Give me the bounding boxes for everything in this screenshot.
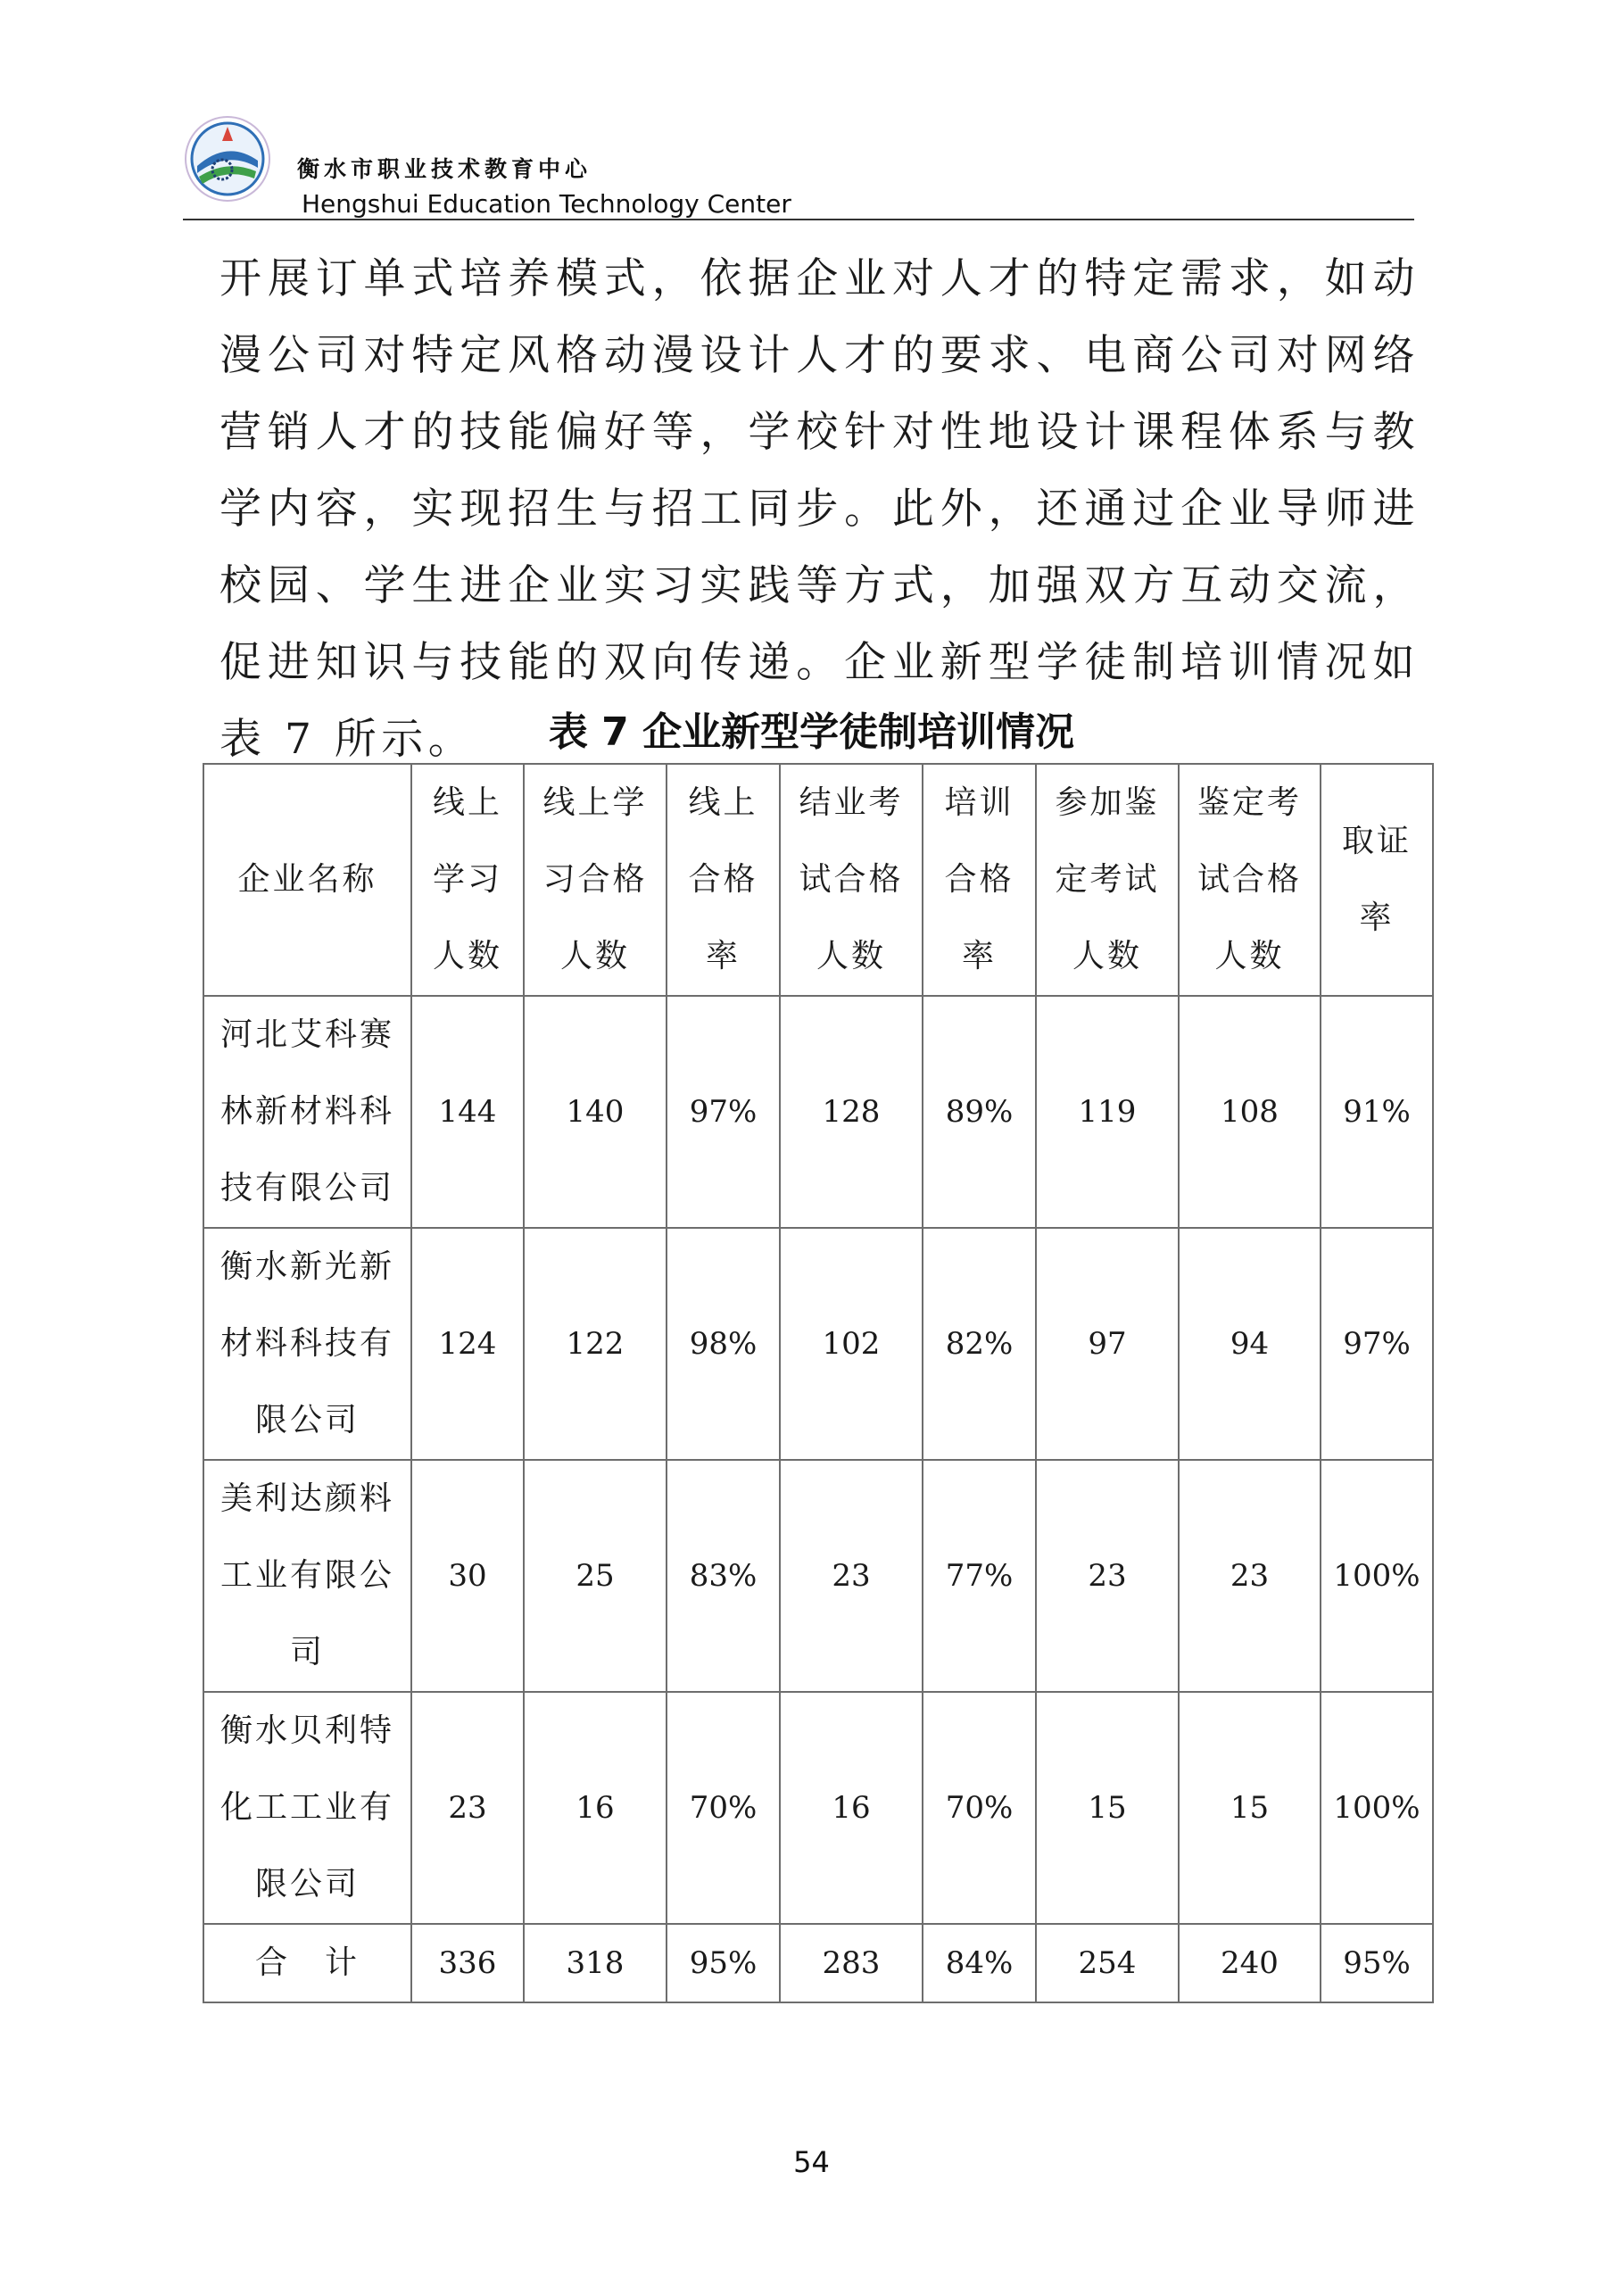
company-name-cell: 衡水新光新材料科技有限公司 <box>203 1228 411 1460</box>
table-cell: 30 <box>411 1460 524 1692</box>
table-row <box>203 1228 1433 1460</box>
table-cell: 23 <box>411 1692 524 1924</box>
org-name-cn: 衡水市职业技术教育中心 <box>297 156 592 182</box>
column-header: 线上合格率 <box>667 764 780 996</box>
org-name-en: Hengshui Education Technology Center <box>302 189 791 219</box>
table-cell: 98% <box>667 1228 780 1460</box>
company-name-cell: 衡水贝利特化工工业有限公司 <box>203 1692 411 1924</box>
table-cell: 95% <box>1321 1924 1433 2002</box>
header-divider <box>183 219 1414 220</box>
table-cell: 318 <box>524 1924 667 2002</box>
table-cell: 15 <box>1179 1692 1321 1924</box>
table-cell: 97 <box>1036 1228 1179 1460</box>
table-cell: 23 <box>780 1460 923 1692</box>
company-name-cell: 河北艾科赛林新材料科技有限公司 <box>203 996 411 1228</box>
training-table <box>203 763 1434 2003</box>
table-cell: 23 <box>1179 1460 1321 1692</box>
table-row <box>203 1692 1433 1924</box>
school-logo-icon <box>183 114 272 203</box>
table-cell: 95% <box>667 1924 780 2002</box>
page-number: 54 <box>793 2145 830 2179</box>
table-cell: 77% <box>923 1460 1036 1692</box>
column-header: 鉴定考试合格人数 <box>1179 764 1321 996</box>
table-cell: 102 <box>780 1228 923 1460</box>
page-header <box>183 114 1414 227</box>
table-cell: 97% <box>667 996 780 1228</box>
table-cell: 124 <box>411 1228 524 1460</box>
table-cell: 336 <box>411 1924 524 2002</box>
table-title: 表 7 企业新型学徒制培训情况 <box>548 709 1075 755</box>
table-cell: 89% <box>923 996 1036 1228</box>
table-cell: 97% <box>1321 1228 1433 1460</box>
table-cell: 254 <box>1036 1924 1179 2002</box>
table-cell: 70% <box>667 1692 780 1924</box>
table-cell: 70% <box>923 1692 1036 1924</box>
body-paragraph: 开展订单式培养模式，依据企业对人才的特定需求，如动漫公司对特定风格动漫设计人才的要求、电商公司对网络营销人才的技能偏好等，学校针对性地设计课程体系与教学内容，实现招生与招工同步。此外，还通过企业导师进校园、学生进企业实习实践等方式，加强双方互动交流，促进知识与技能的双向传递。企业新型学徒制培训情况如表 7 所示。 <box>219 254 1420 764</box>
table-cell: 122 <box>524 1228 667 1460</box>
table-cell: 15 <box>1036 1692 1179 1924</box>
table-cell: 91% <box>1321 996 1433 1228</box>
table-cell: 283 <box>780 1924 923 2002</box>
column-header: 培训合格率 <box>923 764 1036 996</box>
table-cell: 23 <box>1036 1460 1179 1692</box>
column-header: 线上学习人数 <box>411 764 524 996</box>
table-cell: 144 <box>411 996 524 1228</box>
table-cell: 240 <box>1179 1924 1321 2002</box>
table-cell: 100% <box>1321 1460 1433 1692</box>
column-header: 参加鉴定考试人数 <box>1036 764 1179 996</box>
table-cell: 82% <box>923 1228 1036 1460</box>
table-header-row <box>203 764 1433 996</box>
table-cell: 94 <box>1179 1228 1321 1460</box>
table-cell: 16 <box>524 1692 667 1924</box>
column-header: 结业考试合格人数 <box>780 764 923 996</box>
table-cell: 16 <box>780 1692 923 1924</box>
total-label-cell: 合 计 <box>203 1924 411 2002</box>
table-cell: 108 <box>1179 996 1321 1228</box>
column-header: 企业名称 <box>203 764 411 996</box>
column-header: 取证率 <box>1321 764 1433 996</box>
table-row <box>203 996 1433 1228</box>
company-name-cell: 美利达颜料工业有限公司 <box>203 1460 411 1692</box>
table-cell: 140 <box>524 996 667 1228</box>
table-cell: 84% <box>923 1924 1036 2002</box>
table-row <box>203 1460 1433 1692</box>
table-total-row <box>203 1924 1433 2002</box>
table-cell: 100% <box>1321 1692 1433 1924</box>
table-cell: 83% <box>667 1460 780 1692</box>
table-cell: 119 <box>1036 996 1179 1228</box>
table-cell: 128 <box>780 996 923 1228</box>
table-cell: 25 <box>524 1460 667 1692</box>
column-header: 线上学习合格人数 <box>524 764 667 996</box>
